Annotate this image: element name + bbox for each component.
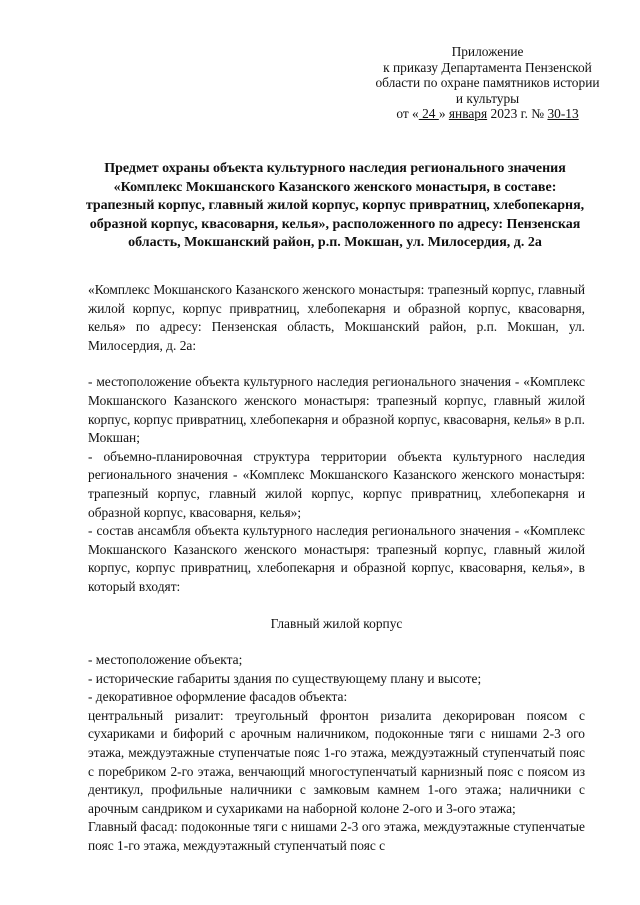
date-year: 2023 г. № (487, 106, 548, 121)
date-month: января (448, 106, 488, 121)
appendix-line-2: к приказу Департамента Пензенской (383, 59, 592, 75)
appendix-line-4: и культуры (455, 90, 520, 106)
body-paragraph: центральный ризалит: треугольный фронтон ризалита декорирован поясом с сухариками и бифорий с арочным наличником, подоконные тяги с нишами 2-3 ого этажа, междуэтажные ступенчатые пояс 1-го этажа, междуэтажный ступенчатый пояс с поребриком 2-го этажа, венчающий многоступенчатый карнизный пояс с поясом из дентикул, профильные наличники с замковым камнем 1-ого этажа; наличники с арочным сандриком и сухариками на наборной колоне 2-ого и 3-ого этажа; (88, 707, 585, 816)
section-list-item: - местоположение объекта; (88, 652, 243, 668)
date-mid: » (438, 106, 449, 121)
appendix-header (360, 44, 615, 122)
list-item: - местоположение объекта культурного наследия регионального значения - «Комплекс Мокшанского Казанского женского монастыря: трапезный корпус, главный жилой корпус, корпус привратниц, хлебопекарня и образной корпус, квасоварня, келья» в р.п. Мокшан; (88, 374, 585, 446)
appendix-line-3: области по охране памятников истории (375, 75, 600, 90)
date-day: 24 (418, 106, 439, 121)
document-body (88, 281, 585, 856)
body-paragraph: Главный фасад: подоконные тяги с нишами 2-3 ого этажа, междуэтажные ступенчатые пояс 1-го этажа, междуэтажный ступенчатый пояс с (88, 819, 585, 854)
document-title: Предмет охраны объекта культурного наследия регионального значения «Комплекс Мокшанского Казанского женского монастыря, в составе: трапезный корпус, главный жилой корпус, корпус привратниц, хлебопекарня, образной корпус, квасоварня, келья», расположенного по адресу: Пензенская область, Мокшанский район, р.п. Мокшан, ул. Милосердия, д. 2а (85, 161, 585, 251)
appendix-line-1: Приложение (451, 44, 524, 59)
date-prefix: от « (396, 106, 419, 121)
section-list-item: - декоративное оформление фасадов объекта: (88, 689, 348, 705)
order-number: 30-13 (547, 106, 579, 121)
intro-paragraph: «Комплекс Мокшанского Казанского женского монастыря: трапезный корпус, главный жилой корпус, корпус привратниц, хлебопекарня и образной корпус, квасоварня, келья» по адресу: Пензенская область, Мокшанский район, р.п. Мокшан, ул. Милосердия, д. 2а: (88, 282, 585, 353)
section-list-item: - исторические габариты здания по существующему плану и высоте; (88, 670, 482, 686)
appendix-date-line (360, 106, 615, 122)
list-item: - состав ансамбля объекта культурного наследия регионального значения - «Комплекс Мокшанского Казанского женского монастыря: трапезный корпус, главный жилой корпус, корпус привратниц, хлебопекарня и образной корпус, квасоварня, келья», в который входят: (88, 523, 585, 594)
section-title: Главный жилой корпус (270, 615, 403, 631)
list-item: - объемно-планировочная структура территории объекта культурного наследия регионального значения - «Комплекс Мокшанского Казанского женского монастыря: трапезный корпус, главный жилой корпус, корпус привратниц, хлебопекарня и образной корпус, квасоварня, келья»; (88, 448, 585, 520)
